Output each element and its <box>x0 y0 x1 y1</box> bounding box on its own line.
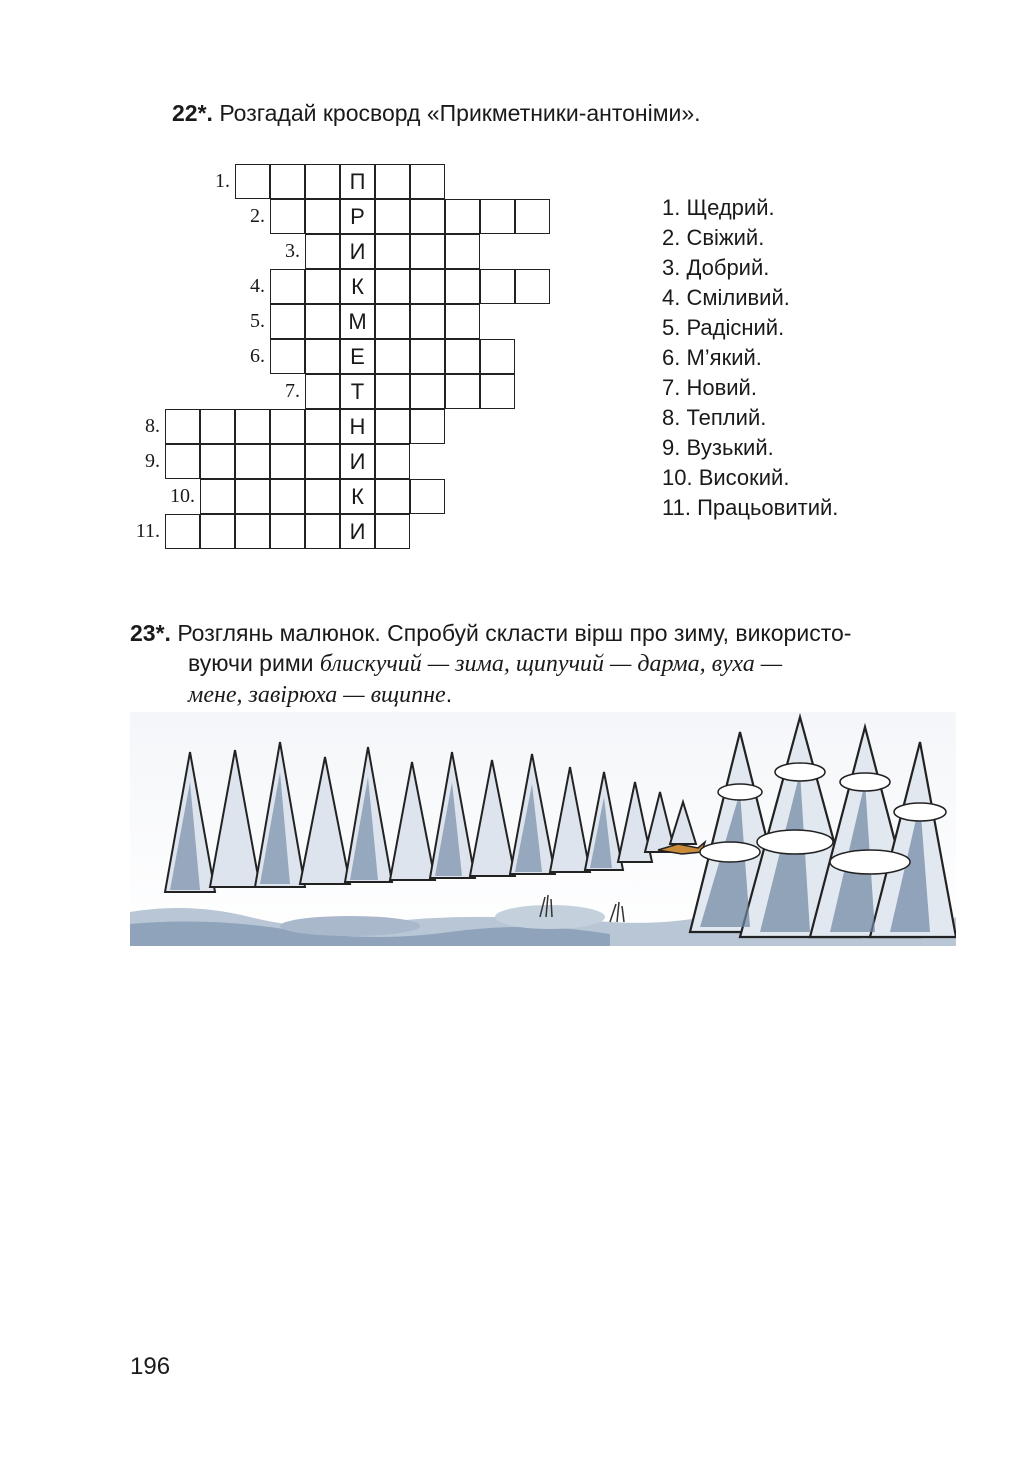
crossword-cell <box>480 269 515 304</box>
page-number: 196 <box>130 1353 171 1380</box>
crossword-key-cell: И <box>340 514 375 549</box>
task-23-line-1 <box>130 618 960 648</box>
crossword-cell <box>270 199 305 234</box>
crossword-cell <box>515 199 550 234</box>
crossword-cell <box>410 409 445 444</box>
crossword-key-cell: П <box>340 164 375 199</box>
crossword-key-cell: К <box>340 479 375 514</box>
crossword-cell <box>410 374 445 409</box>
crossword-row-number: 2. <box>250 205 265 227</box>
crossword-cell <box>445 339 480 374</box>
crossword-row-number: 1. <box>215 170 230 192</box>
crossword-cell <box>235 164 270 199</box>
crossword-cell <box>305 164 340 199</box>
task-23-text-prefix: вуючи рими <box>188 650 320 676</box>
clue-item: 3. Добрий. <box>662 255 770 280</box>
crossword-cell <box>480 199 515 234</box>
crossword-cell <box>375 374 410 409</box>
crossword-cell <box>305 304 340 339</box>
crossword-cell <box>165 409 200 444</box>
clue-item: 11. Працьовитий. <box>662 495 839 520</box>
crossword-cell <box>375 269 410 304</box>
crossword-cell <box>375 479 410 514</box>
crossword-grid <box>0 0 1034 600</box>
crossword-row-number: 6. <box>250 345 265 367</box>
clue-item: 8. Теплий. <box>662 405 767 430</box>
crossword-cell <box>305 479 340 514</box>
crossword-key-cell: Т <box>340 374 375 409</box>
crossword-row-number: 7. <box>285 380 300 402</box>
crossword-cell <box>375 409 410 444</box>
crossword-cell <box>165 514 200 549</box>
clue-item: 2. Свіжий. <box>662 225 765 250</box>
clue-item: 1. Щедрий. <box>662 195 775 220</box>
crossword-cell <box>445 269 480 304</box>
crossword-cell <box>375 234 410 269</box>
clue-item: 4. Сміливий. <box>662 285 790 310</box>
crossword-row-number: 4. <box>250 275 265 297</box>
task-23-period: . <box>445 681 453 707</box>
rhymes-part-2: мене, завірюха — вщипне <box>188 682 446 708</box>
crossword-cell <box>410 479 445 514</box>
task-22-text: Розгадай кросворд «Прикметники-антоніми». <box>219 100 701 126</box>
crossword-cell <box>270 514 305 549</box>
crossword-clues <box>662 193 838 523</box>
task-22-star: *. <box>197 100 213 126</box>
crossword-cell <box>270 339 305 374</box>
task-23-number: 23 <box>130 620 156 646</box>
task-22-number: 22 <box>172 100 198 126</box>
crossword-cell <box>305 514 340 549</box>
rhymes-part-1: блискучий — зима, щипучий — дарма, вуха — <box>319 651 783 677</box>
crossword-cell <box>410 304 445 339</box>
crossword-cell <box>515 269 550 304</box>
clue-item: 6. М’який. <box>662 345 762 370</box>
crossword-cell <box>305 339 340 374</box>
crossword-cell <box>305 234 340 269</box>
crossword-cell <box>480 339 515 374</box>
crossword-row-number: 5. <box>250 310 265 332</box>
task-23-line-3 <box>130 679 960 710</box>
crossword-cell <box>165 444 200 479</box>
crossword-row-number: 8. <box>145 415 160 437</box>
crossword-cell <box>235 479 270 514</box>
crossword-cell <box>200 479 235 514</box>
task-23-star: *. <box>155 620 171 646</box>
crossword-cell <box>445 199 480 234</box>
crossword-key-cell: М <box>340 304 375 339</box>
crossword-cell <box>375 514 410 549</box>
crossword-cell <box>270 269 305 304</box>
crossword-cell <box>375 339 410 374</box>
crossword-cell <box>410 339 445 374</box>
crossword-cell <box>410 269 445 304</box>
crossword-cell <box>270 164 305 199</box>
crossword-cell <box>445 304 480 339</box>
crossword-cell <box>270 479 305 514</box>
crossword-row-number: 11. <box>135 520 160 542</box>
crossword-row-number: 10. <box>170 485 195 507</box>
crossword-cell <box>375 444 410 479</box>
crossword-cell <box>305 269 340 304</box>
task-23-text: Розглянь малюнок. Спробуй скласти вірш про зиму, використо- <box>177 620 852 646</box>
crossword-cell <box>375 304 410 339</box>
crossword-cell <box>270 304 305 339</box>
clue-item: 7. Новий. <box>662 375 757 400</box>
crossword-cell <box>375 164 410 199</box>
crossword-cell <box>305 374 340 409</box>
crossword-cell <box>200 409 235 444</box>
task-23-line-2 <box>130 648 960 679</box>
crossword-cell <box>200 514 235 549</box>
task-22-header <box>172 100 701 127</box>
crossword-cell <box>270 444 305 479</box>
crossword-cell <box>410 199 445 234</box>
clue-item: 9. Вузький. <box>662 435 774 460</box>
crossword-key-cell: Р <box>340 199 375 234</box>
crossword-cell <box>480 374 515 409</box>
winter-forest-illustration <box>130 712 956 946</box>
crossword-key-cell: И <box>340 444 375 479</box>
crossword-cell <box>375 199 410 234</box>
crossword-cell <box>235 444 270 479</box>
crossword-cell <box>305 199 340 234</box>
crossword-cell <box>200 444 235 479</box>
crossword-cell <box>445 234 480 269</box>
crossword-cell <box>235 514 270 549</box>
crossword-key-cell: Е <box>340 339 375 374</box>
clue-item: 5. Радісний. <box>662 315 785 340</box>
crossword-cell <box>445 374 480 409</box>
crossword-key-cell: Н <box>340 409 375 444</box>
crossword-cell <box>305 409 340 444</box>
task-23 <box>130 618 960 710</box>
crossword-row-number: 9. <box>145 450 160 472</box>
crossword-cell <box>410 234 445 269</box>
crossword-key-cell: К <box>340 269 375 304</box>
crossword-cell <box>270 409 305 444</box>
crossword-row-number: 3. <box>285 240 300 262</box>
crossword-cell <box>235 409 270 444</box>
crossword-cell <box>305 444 340 479</box>
clue-item: 10. Високий. <box>662 465 790 490</box>
crossword-key-cell: И <box>340 234 375 269</box>
crossword-cell <box>410 164 445 199</box>
